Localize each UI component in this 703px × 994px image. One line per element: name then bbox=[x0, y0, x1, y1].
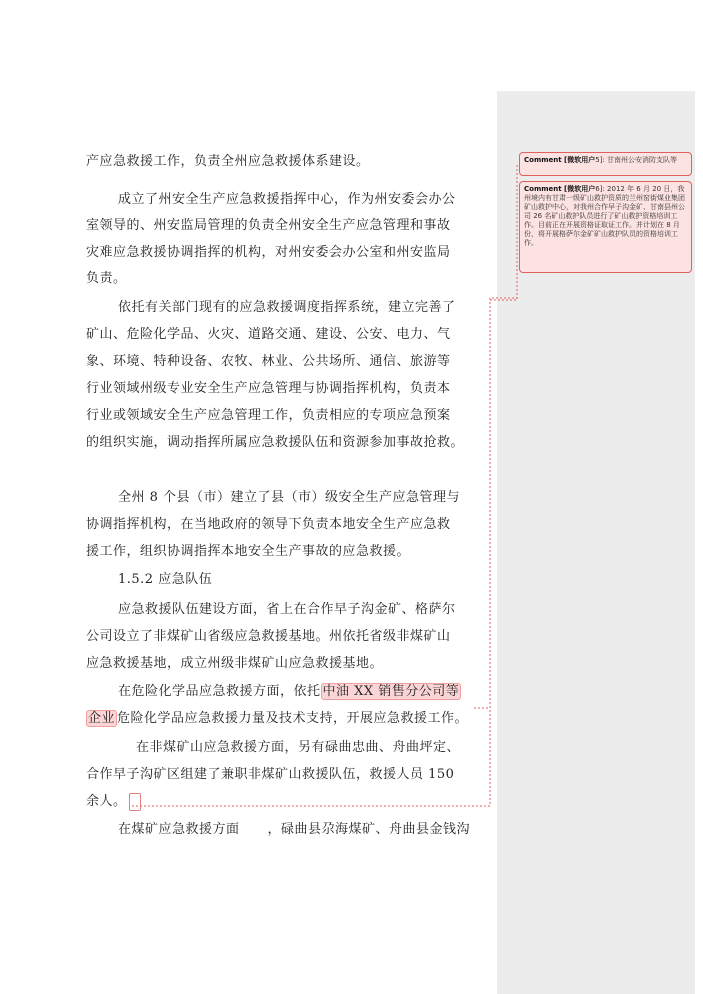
text-line: 矿山、危险化学品、火灾、道路交通、建设、公安、电力、气 bbox=[86, 327, 451, 342]
text-line bbox=[86, 790, 141, 811]
comment-anchor-5-cont[interactable]: 企业 bbox=[88, 711, 116, 726]
text-line bbox=[86, 707, 468, 726]
comment-author: 微软用户 bbox=[567, 156, 596, 164]
text-line: 全州 8 个县（市）建立了县（市）级安全生产应急管理与 bbox=[118, 490, 461, 505]
comment-text: ]: 2012 年 6 月 20 日，我州境内有甘肃一级矿山救护资质的兰州窑街煤业集团矿山救护中心，对我州合作早子沟金矿、甘南县州公司 26 名矿山救护队员进行了矿山救护资格培训工作。目前正在开展资格证取证工作。并计划在 8 月份，将开展格萨尔金矿矿山救护队员的资格培训工作。 bbox=[524, 185, 685, 247]
comment-id: 6 bbox=[595, 185, 600, 193]
text-line: 象、环境、特种设备、农牧、林业、公共场所、通信、旅游等 bbox=[86, 354, 451, 369]
text-run: ，碌曲县尕海煤矿、舟曲县金钱沟 bbox=[267, 822, 471, 837]
text-line: 产应急救援工作，负责全州应急救援体系建设。 bbox=[86, 154, 370, 169]
text-line: 在非煤矿山应急救援方面，另有碌曲忠曲、舟曲坪定、 bbox=[136, 740, 461, 755]
comment-anchor-6[interactable] bbox=[129, 793, 141, 811]
text-line: 负责。 bbox=[86, 271, 127, 286]
text-line: 成立了州安全生产应急救援指挥中心，作为州安委会办公 bbox=[118, 192, 456, 207]
comment-text: ]: 甘南州公安消防支队等 bbox=[599, 156, 678, 164]
text-line: 室领导的、州安监局管理的负责全州安全生产应急管理和事故 bbox=[86, 218, 451, 233]
text-run: 危险化学品应急救援力量及技术支持，开展应急救援工作。 bbox=[117, 711, 469, 726]
text-line: 合作早子沟矿区组建了兼职非煤矿山救援队伍，救援人员 150 bbox=[86, 767, 455, 782]
comment-balloon-5[interactable] bbox=[519, 152, 692, 176]
text-line: 行业或领域安全生产应急管理工作，负责相应的专项应急预案 bbox=[86, 408, 451, 423]
section-heading: 1.5.2 应急队伍 bbox=[118, 572, 213, 587]
text-line: 行业领域州级专业安全生产应急管理与协调指挥机构，负责本 bbox=[86, 381, 451, 396]
text-line: 的组织实施，调动指挥所属应急救援队伍和资源参加事故抢救。 bbox=[86, 435, 465, 450]
text-line: 依托有关部门现有的应急救援调度指挥系统，建立完善了 bbox=[118, 300, 456, 315]
comment-balloon-6[interactable] bbox=[519, 181, 692, 273]
comment-author: 微软用户 bbox=[567, 185, 596, 193]
text-line: 应急救援基地，成立州级非煤矿山应急救援基地。 bbox=[86, 656, 384, 671]
text-line: 应急救援队伍建设方面，省上在合作早子沟金矿、格萨尔 bbox=[118, 602, 456, 617]
text-run: 在危险化学品应急救援方面，依托 bbox=[118, 684, 321, 699]
text-line bbox=[118, 818, 470, 837]
text-run: 在煤矿应急救援方面 bbox=[118, 822, 240, 837]
text-line: 灾难应急救援协调指挥的机构，对州安委会办公室和州安监局 bbox=[86, 245, 451, 260]
comment-header: Comment [ bbox=[524, 156, 568, 164]
text-line bbox=[118, 680, 461, 699]
text-line: 公司设立了非煤矿山省级应急救援基地。州依托省级非煤矿山 bbox=[86, 629, 451, 644]
comment-header: Comment [ bbox=[524, 185, 568, 193]
text-line: 援工作，组织协调指挥本地安全生产事故的应急救援。 bbox=[86, 544, 411, 559]
comment-id: 5 bbox=[595, 156, 600, 164]
text-line: 协调指挥机构，在当地政府的领导下负责本地安全生产应急救 bbox=[86, 517, 451, 532]
comment-anchor-5[interactable]: 中油 XX 销售分公司等 bbox=[322, 684, 460, 699]
text-run: 余人。 bbox=[86, 794, 127, 809]
